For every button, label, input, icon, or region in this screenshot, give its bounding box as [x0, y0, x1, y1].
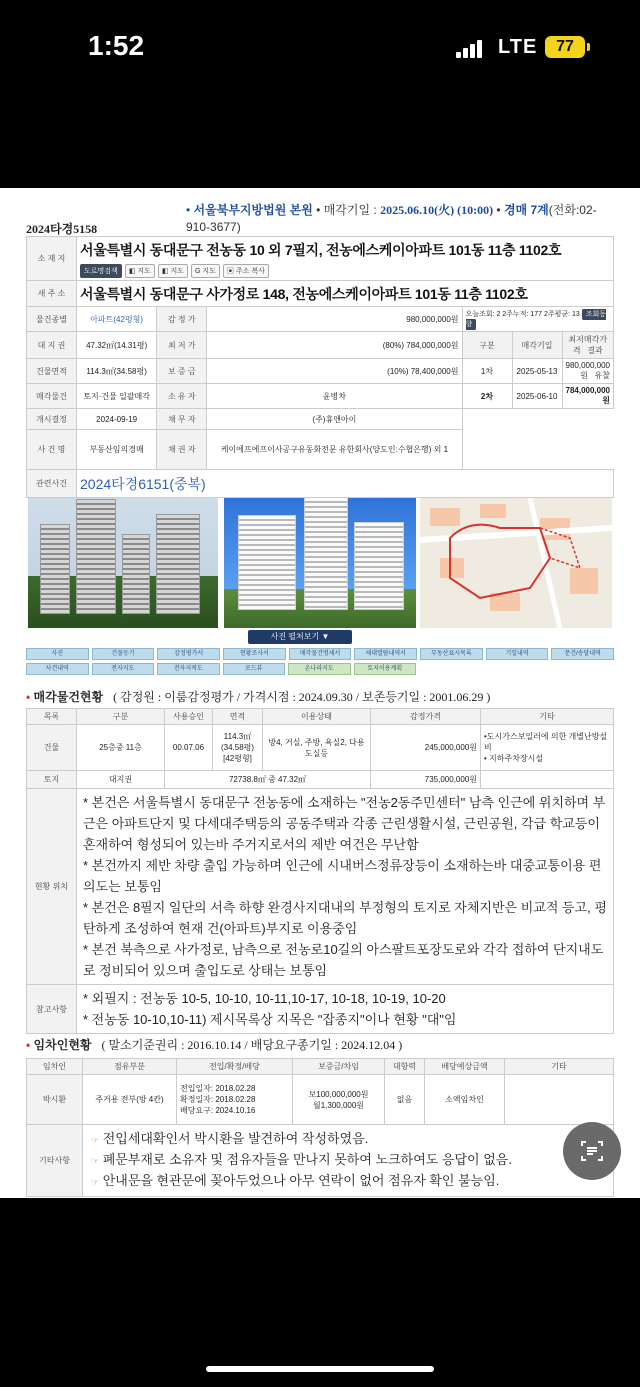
appraisal-table — [26, 708, 614, 1034]
row-label: 감 정 가 — [157, 307, 207, 332]
map-photo[interactable] — [420, 498, 612, 628]
col-type: 구분 — [77, 709, 165, 725]
btn-schedule[interactable]: 기일내역 — [486, 648, 549, 660]
status-bar — [0, 0, 640, 100]
land-label: 토지 — [27, 771, 77, 789]
stats-button[interactable]: 조회동향 — [465, 311, 607, 328]
court-info: • 서울북부지방법원 본원 • 매각기일 : 2025.06.10(火) (10:00) • 경매 7계(전화:02-910-3677) — [186, 203, 597, 234]
location-address: 서울특별시 동대문구 전농동 10 외 7필지, 전농에스케이아파트 101동 11층 1102호 — [80, 241, 562, 258]
doc-header — [26, 198, 616, 238]
property-info-table — [26, 236, 614, 498]
map-button-1[interactable]: ◧ 지도 — [125, 264, 155, 278]
bid-round: 1차 — [462, 359, 512, 384]
dividend-date: 배당요구: 2024.10.16 — [180, 1106, 256, 1115]
related-label: 관련사건 — [27, 470, 77, 498]
status-note: * 본건은 8필지 일단의 서측 하향 완경사지대내의 부정형의 토지로 자체지반은 비교적 등고, 평탄하게 조성하여 현재 건(아파트)부지로 이용중임 — [83, 900, 607, 936]
tenant-table — [26, 1058, 614, 1197]
col-tenant: 임차인 — [27, 1059, 83, 1075]
building-label: 건물 — [27, 725, 77, 771]
tenant-part: 주거용 전부(방 4칸) — [83, 1075, 177, 1125]
col-expected: 배당예상금액 — [425, 1059, 505, 1075]
col-tenant-etc: 기타 — [505, 1059, 614, 1075]
building-use: 방4, 거실, 주방, 욕실2, 다용도실등 — [263, 725, 371, 771]
appraisal-subtitle: ( 감정원 : 이룸감정평가 / 가격시점 : 2024.09.30 / 보존등기일 : 2001.06.29 ) — [113, 690, 491, 704]
building-area: 114.3㎡(34.58평) — [77, 359, 157, 384]
btn-appraisal[interactable]: 감정평가서 — [157, 648, 220, 660]
row-label: 개시결정 — [27, 409, 77, 430]
btn-documents[interactable]: 문건/송달내역 — [551, 648, 614, 660]
new-address-label: 새 주 소 — [27, 281, 77, 307]
appraisal-value: 980,000,000원 — [207, 307, 462, 332]
col-part: 점유부분 — [83, 1059, 177, 1075]
btn-spec[interactable]: 매각물건명세서 — [289, 648, 352, 660]
tenant-note: 전입세대확인서 박시환을 발견하여 작성하였음. — [102, 1131, 369, 1146]
debtor: (주)휴앤아이 — [207, 409, 462, 430]
row-label: 소 유 자 — [157, 384, 207, 409]
row-label: 물건종별 — [27, 307, 77, 332]
tenant-power: 없음 — [385, 1075, 425, 1125]
battery-icon: 77 — [545, 36, 585, 58]
status-note: * 본건 북측으로 사가정로, 남측으로 전농로10길의 아스팔트포장도로와 각각 접하여 단지내도로 정비되어 있으며 출입도로 상태는 보통임 — [83, 942, 604, 978]
btn-household[interactable]: 세대열람내역서 — [354, 648, 417, 660]
case-name: 부동산임의경매 — [77, 430, 157, 470]
row-label: 대 지 권 — [27, 332, 77, 359]
status-note: * 본건까지 제반 차량 출입 가능하며 인근에 시내버스정류장등이 소재하는바 대중교통이용 편의도는 보통임 — [83, 858, 602, 894]
row-label: 보 증 금 — [157, 359, 207, 384]
bid-price: 784,000,000원 — [562, 384, 614, 409]
btn-onnara[interactable]: 온나라지도 — [288, 663, 351, 675]
btn-cadastral[interactable]: 전자지적도 — [157, 663, 220, 675]
property-type[interactable]: 아파트(42평형) — [77, 307, 157, 332]
tenant-name: 박시환 — [27, 1075, 83, 1125]
building-approval: 00.07.06 — [165, 725, 213, 771]
fixed-date: 확정일자: 2018.02.28 — [180, 1095, 256, 1104]
min-price: (80%) 784,000,000원 — [207, 332, 462, 359]
road-search-button[interactable]: 도로명검색 — [80, 264, 122, 278]
building-floor: 25층중 11층 — [77, 725, 165, 771]
sale-date: 2025.06.10(火) (10:00) — [380, 203, 494, 217]
status-label: 현황 위치 — [27, 789, 77, 985]
land-area: 72738.8㎡ 중 47.32㎡ — [165, 771, 371, 789]
land-type: 대지권 — [77, 771, 165, 789]
building-etc-2: • 지하주차장시설 — [484, 754, 544, 763]
col-etc: 기타 — [481, 709, 614, 725]
case-number: 2024타경5158 — [26, 222, 98, 236]
signal-icon — [456, 40, 482, 58]
col-list: 목록 — [27, 709, 77, 725]
row-label: 매각물건 — [27, 384, 77, 409]
creditor: 케이에프에프이사공구유동화전문 유한회사(양도인:수협은행) 외 1 — [207, 430, 462, 470]
expand-photos-button[interactable]: 사진 펼쳐보기 ▼ — [248, 630, 352, 644]
deposit: (10%) 78,400,000원 — [207, 359, 462, 384]
reference-notes — [77, 985, 614, 1034]
btn-property-list[interactable]: 부동산표시목록 — [420, 648, 483, 660]
dept-phone: (전화:02-910-3677) — [186, 203, 597, 234]
btn-land-use[interactable]: 토지이용계획 — [354, 663, 417, 675]
apartment-photo-2[interactable] — [224, 498, 416, 628]
court-name: 서울북부지방법원 본원 — [193, 203, 313, 217]
tenant-section-title: • 임차인현황 ( 말소기준권리 : 2016.10.14 / 배당요구종기일 : 2024.12.04 ) — [26, 1036, 402, 1053]
start-date: 2024-09-19 — [77, 409, 157, 430]
col-power: 대항력 — [385, 1059, 425, 1075]
new-address: 서울특별시 동대문구 사가정로 148, 전농에스케이아파트 101동 11층 1102호 — [80, 285, 528, 302]
tenant-subtitle: ( 말소기준권리 : 2016.10.14 / 배당요구종기일 : 2024.12.04 ) — [101, 1038, 403, 1052]
bid-head-result: 결과 — [587, 346, 603, 355]
auction-document — [0, 188, 640, 1198]
btn-e-map[interactable]: 전자지도 — [92, 663, 155, 675]
location-label: 소 재 지 — [27, 237, 77, 281]
col-price: 감정가격 — [371, 709, 481, 725]
case-name-label: 사 건 명 — [27, 430, 77, 470]
tenant-rent: 월1,300,000원 — [312, 1100, 365, 1110]
building-area-detail: 114.3㎡ (34.58평) [42평형] — [213, 725, 263, 771]
view-stats: 오늘조회: 2 2주누적: 177 2주평균: 13 — [465, 311, 580, 318]
bid-head-date: 매각기일 — [512, 332, 562, 359]
tenant-expected: 소액임차인 — [425, 1075, 505, 1125]
land-right: 47.32㎡(14.31평) — [77, 332, 157, 359]
bid-date: 2025-05-13 — [512, 359, 562, 384]
move-in-date: 전입일자: 2018.02.28 — [180, 1084, 256, 1093]
row-label: 채 무 자 — [157, 409, 207, 430]
sale-label: 매각기일 : — [323, 203, 377, 217]
building-price: 245,000,000원 — [371, 725, 481, 771]
bid-price: 980,000,000원 — [565, 361, 610, 380]
tenant-deposit: 보100,000,000원 — [308, 1089, 369, 1099]
text-scan-button[interactable] — [563, 1122, 621, 1180]
bid-result: 유찰 — [594, 371, 610, 380]
related-case-link[interactable]: 2024타경6151(중복) — [80, 475, 206, 492]
col-use: 이용상태 — [263, 709, 371, 725]
reference-label: 참고사항 — [27, 985, 77, 1034]
reference-note: * 외필지 : 전농동 10-5, 10-10, 10-11,10-17, 10-18, 10-19, 10-20 — [83, 991, 446, 1006]
bid-date: 2025-06-10 — [512, 384, 562, 409]
bid-head-round: 구분 — [462, 332, 512, 359]
status-time: 1:52 — [88, 30, 145, 61]
battery-tip — [587, 43, 590, 51]
btn-registry[interactable]: 건물등기 — [92, 648, 155, 660]
bid-round: 2차 — [462, 384, 512, 409]
tenant-note: 안내문을 현관문에 꽂아두었으나 아무 연락이 없어 점유자 확인 불능임. — [102, 1173, 500, 1188]
col-deposit: 보증금/차임 — [293, 1059, 385, 1075]
building-etc-1: •도시가스보일러에 의한 개별난방설비 — [484, 732, 608, 752]
btn-roadview[interactable]: 로드뷰 — [223, 663, 286, 675]
tenant-notes: ☞ 전입세대확인서 박시환을 발견하여 작성하였음. ☞ 폐문부재로 소유자 및 점유자들을 만나지 못하여 노크하여도 응답이 없음. ☞ 안내문을 현관문에 꽂아두었으나 아무 연락이 없어 점유자 확인 불능임. — [83, 1125, 614, 1197]
creditor-label: 채 권 자 — [157, 430, 207, 470]
home-indicator[interactable] — [206, 1366, 434, 1372]
document-buttons — [26, 648, 614, 678]
col-area: 면적 — [213, 709, 263, 725]
copy-address-button[interactable]: ▣ 주소 복사 — [223, 264, 269, 278]
tenant-etc-label: 기타사항 — [27, 1125, 83, 1197]
status-notes — [77, 789, 614, 985]
land-price: 735,000,000원 — [371, 771, 481, 789]
reference-note: * 전농동 10-10,10-11) 제시목록상 지목은 "잡종지"이나 현황 "대"임 — [83, 1012, 457, 1027]
owner: 윤병차 — [207, 384, 462, 409]
row-label: 최 저 가 — [157, 332, 207, 359]
map-button-3[interactable]: G 지도 — [191, 264, 220, 278]
btn-case-history[interactable]: 사건내역 — [26, 663, 89, 675]
tenant-note: 폐문부재로 소유자 및 점유자들을 만나지 못하여 노크하여도 응답이 없음. — [102, 1152, 512, 1167]
map-chips — [80, 264, 610, 278]
status-note: * 본건은 서울특별시 동대문구 전농동에 소재하는 "전농2동주민센터" 남측 인근에 위치하며 부근은 아파트단지 및 다세대주택등의 공동주택과 각종 근린생활시설, 근린공원, 각급 학교등이 혼재하여 형성되어 있는바 주거지로서의 제반 여건은 무난함 — [83, 795, 606, 852]
sale-object: 토지·건물 일괄매각 — [77, 384, 157, 409]
btn-photos[interactable]: 사진 — [26, 648, 89, 660]
col-dates: 전입/확정/배당 — [177, 1059, 293, 1075]
network-type: LTE — [498, 36, 538, 58]
col-approval: 사용승인 — [165, 709, 213, 725]
photo-strip — [26, 498, 614, 628]
row-label: 건물면적 — [27, 359, 77, 384]
map-button-2[interactable]: ◧ 지도 — [158, 264, 188, 278]
apartment-photo-1[interactable] — [28, 498, 218, 628]
auction-dept: 경매 7계 — [503, 203, 549, 217]
btn-survey[interactable]: 현황조사서 — [223, 648, 286, 660]
appraisal-section-title: • 매각물건현황 ( 감정원 : 이룸감정평가 / 가격시점 : 2024.09.30 / 보존등기일 : 2001.06.29 ) — [26, 688, 490, 705]
scan-text-icon — [580, 1139, 604, 1163]
bid-head-price: 최저매각가격 — [568, 335, 608, 355]
